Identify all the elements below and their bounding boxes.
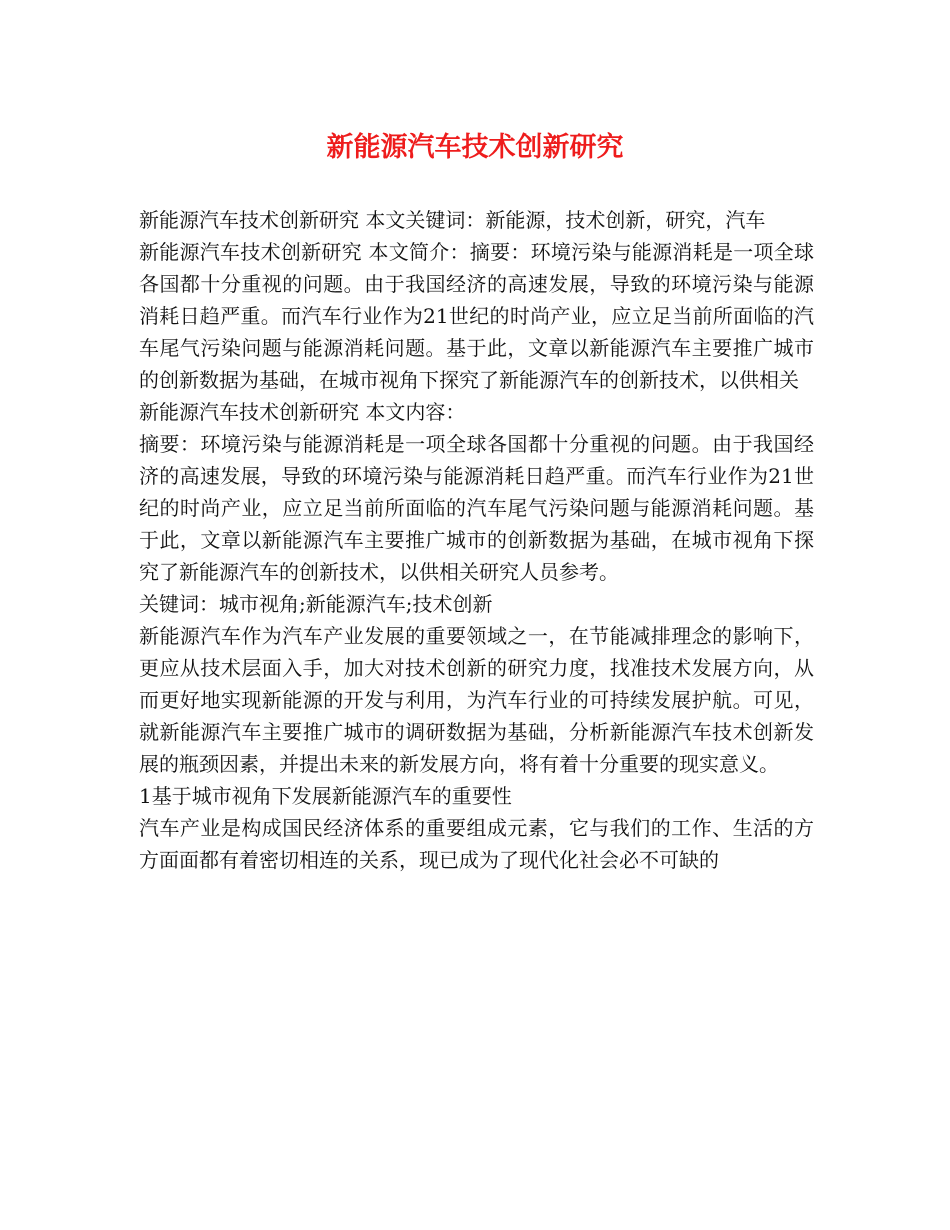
summary-paragraph: 新能源汽车技术创新研究 本文简介：摘要：环境污染与能源消耗是一项全球各国都十分重视的问题。由于我国经济的高速发展，导致的环境污染与能源消耗日趋严重。而汽车行业作为21世纪的时尚产业，应立足当前所面临的汽车尾气污染问题与能源消耗问题。基于此，文章以新能源汽车主要推广城市的创新数据为基础，在城市视角下探究了新能源汽车的创新技术，以供相关 — [139, 240, 814, 392]
content-label: 新能源汽车技术创新研究 本文内容： — [139, 400, 466, 424]
keywords-paragraph: 关键词：城市视角;新能源汽车;技术创新 — [139, 592, 493, 616]
keywords-line: 新能源汽车技术创新研究 本文关键词：新能源，技术创新，研究，汽车 — [139, 208, 766, 232]
abstract-paragraph: 摘要：环境污染与能源消耗是一项全球各国都十分重视的问题。由于我国经济的高速发展，导致的环境污染与能源消耗日趋严重。而汽车行业作为21世纪的时尚产业，应立足当前所面临的汽车尾气污染问题与能源消耗问题。基于此，文章以新能源汽车主要推广城市的创新数据为基础，在城市视角下探究了新能源汽车的创新技术，以供相关研究人员参考。 — [139, 432, 814, 584]
intro-paragraph: 新能源汽车作为汽车产业发展的重要领域之一，在节能减排理念的影响下，更应从技术层面入手，加大对技术创新的研究力度，找准技术发展方向，从而更好地实现新能源的开发与利用，为汽车行业的可持续发展护航。可见，就新能源汽车主要推广城市的调研数据为基础，分析新能源汽车技术创新发展的瓶颈因素，并提出未来的新发展方向，将有着十分重要的现实意义。 — [139, 624, 814, 776]
section-paragraph: 汽车产业是构成国民经济体系的重要组成元素，它与我们的工作、生活的方方面面都有着密切相连的关系，现已成为了现代化社会必不可缺的 — [139, 816, 814, 872]
section-heading: 1基于城市视角下发展新能源汽车的重要性 — [139, 784, 512, 808]
document-body — [139, 204, 814, 876]
document-title: 新能源汽车技术创新研究 — [326, 132, 624, 163]
